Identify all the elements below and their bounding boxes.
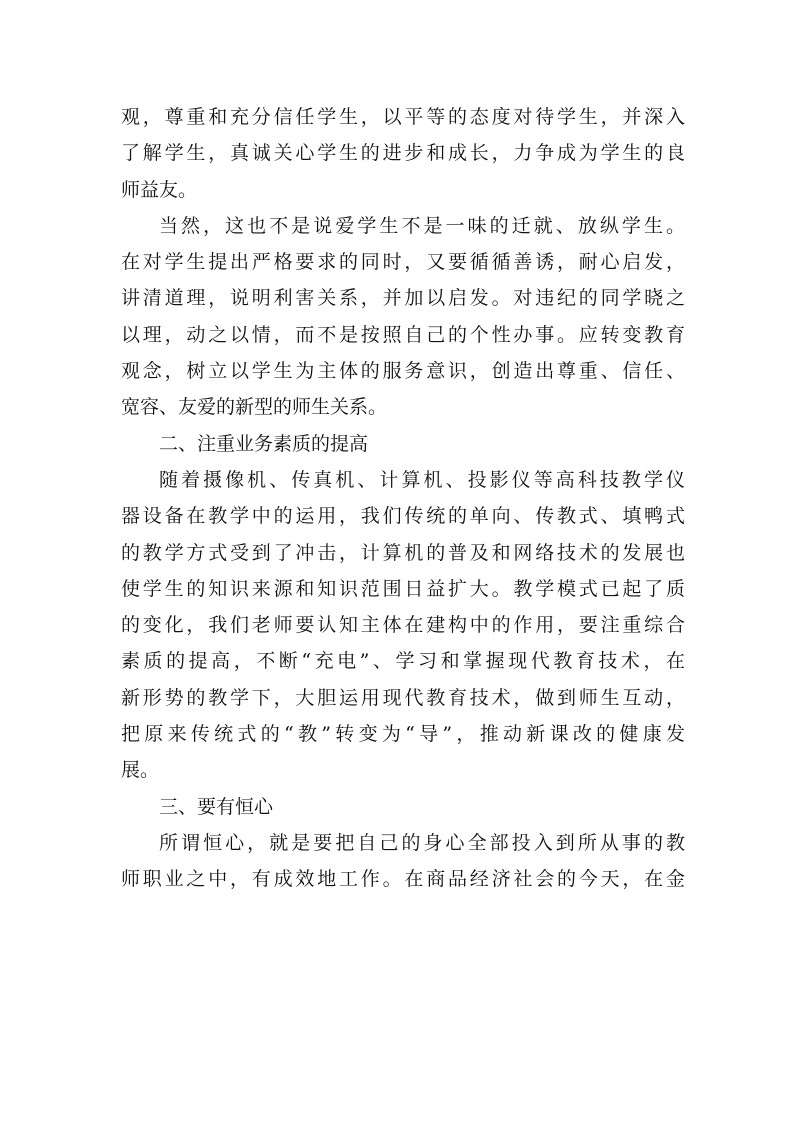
- text-line: 随着摄像机、传真机、计算机、投影仪等高科技教学仪: [159, 468, 685, 491]
- text-line: 展。: [121, 759, 160, 782]
- text-line: 的教学方式受到了冲击，计算机的普及和网络技术的发展也: [121, 541, 685, 564]
- text-line: 讲清道理，说明利害关系，并加以启发。对违纪的同学晓之: [121, 287, 685, 310]
- text-line: 新形势的教学下，大胆运用现代教育技术，做到师生互动，: [121, 686, 685, 709]
- text-line: 师职业之中，有成效地工作。在商品经济社会的今天，在金: [121, 868, 685, 891]
- text-line: 观念，树立以学生为主体的服务意识，创造出尊重、信任、: [121, 360, 685, 383]
- section-heading: 三、要有恒心: [159, 795, 274, 818]
- text-line: 器设备在教学中的运用，我们传统的单向、传教式、填鸭式: [121, 505, 685, 528]
- text-line: 在对学生提出严格要求的同时，又要循循善诱，耐心启发，: [121, 251, 685, 274]
- text-line: 所谓恒心，就是要把自己的身心全部投入到所从事的教: [159, 831, 685, 854]
- text-line: 素质的提高，不断“充电”、学习和掌握现代教育技术，在: [121, 650, 685, 673]
- text-line: 宽容、友爱的新型的师生关系。: [121, 396, 388, 419]
- document-body: [121, 99, 685, 898]
- text-line: 当然，这也不是说爱学生不是一味的迁就、放纵学生。: [159, 214, 685, 237]
- text-line: 以理，动之以情，而不是按照自己的个性办事。应转变教育: [121, 323, 685, 346]
- text-line: 了解学生，真诚关心学生的进步和成长，力争成为学生的良: [121, 142, 685, 165]
- section-heading: 二、注重业务素质的提高: [159, 432, 369, 455]
- text-line: 使学生的知识来源和知识范围日益扩大。教学模式已起了质: [121, 577, 685, 600]
- text-line: 观，尊重和充分信任学生，以平等的态度对待学生，并深入: [121, 106, 685, 128]
- text-line: 的变化，我们老师要认知主体在建构中的作用，要注重综合: [121, 614, 685, 637]
- text-line: 师益友。: [121, 178, 198, 201]
- text-line: 把原来传统式的“教”转变为“导”，推动新课改的健康发: [121, 723, 685, 746]
